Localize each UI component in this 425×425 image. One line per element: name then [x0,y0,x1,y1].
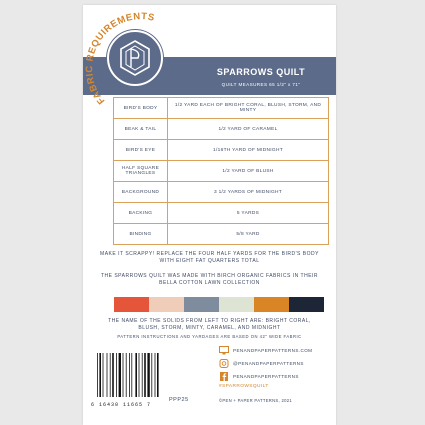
row-value: 1/2 YARD EACH OF BRIGHT CORAL, BLUSH, STORM, AND MINTY [168,98,329,119]
monitor-icon [219,346,229,355]
website-text: PENANDPAPERPATTERNS.COM [233,348,313,353]
website-line[interactable] [219,346,312,355]
fabric-note: THE SPARROWS QUILT WAS MADE WITH BIRCH ORGANIC FABRICS IN THEIR BELLA COTTON LAWN COLLECTION [100,273,319,286]
swatch-caramel [254,297,289,312]
scrappy-note: MAKE IT SCRAPPY! REPLACE THE FOUR HALF YARDS FOR THE BIRD'S BODY WITH EIGHT FAT QUARTERS TOTAL [100,251,319,264]
swatch-storm [184,297,219,312]
copyright: ©PEN + PAPER PATTERNS, 2021 [219,398,292,403]
facebook-text: PENANDPAPERPATTERNS [233,374,299,379]
svg-text:FABRIC REQUIREMENTS: FABRIC REQUIREMENTS [84,11,156,107]
table-row [114,161,329,182]
quilt-title: SPARROWS QUILT [216,67,306,77]
facebook-icon [219,372,229,381]
swatch-blush [149,297,184,312]
pattern-back-cover [83,5,336,425]
row-value: 1/2 YARD OF CARAMEL [168,119,329,140]
solids-note: THE NAME OF THE SOLIDS FROM LEFT TO RIGHT ARE: BRIGHT CORAL, BLUSH, STORM, MINTY, CARAMEL, AND MIDNIGHT [108,318,311,331]
table-row [114,224,329,245]
row-label: BIRD'S EYE [114,140,168,161]
quilt-measurement: QUILT MEASURES 65 1/2" x 71" [221,82,301,87]
product-code: PPP25 [169,397,189,403]
brand-logo [107,30,163,86]
fabric-requirements-table [113,97,329,245]
row-label: HALF SQUARE TRIANGLES [114,161,168,182]
instagram-line[interactable] [219,359,304,368]
table-row [114,182,329,203]
barcode-number: 6 16430 11665 7 [91,402,152,408]
row-label: BACKGROUND [114,182,168,203]
row-label: BINDING [114,224,168,245]
swatch-midnight [289,297,324,312]
row-label: BACKING [114,203,168,224]
color-swatches [114,297,324,312]
yardage-note: PATTERN INSTRUCTIONS AND YARDAGES ARE BASED ON 42" WIDE FABRIC [117,334,302,339]
swatch-bright-coral [114,297,149,312]
row-label: BIRD'S BODY [114,98,168,119]
row-value: 5/8 YARD [168,224,329,245]
table-row [114,140,329,161]
barcode [95,353,163,408]
row-label: BEAK & TAIL [114,119,168,140]
row-value: 1/16TH YARD OF MIDNIGHT [168,140,329,161]
instagram-icon [219,359,229,368]
row-value: 1/2 YARD OF BLUSH [168,161,329,182]
table-row [114,203,329,224]
hashtag[interactable]: #SPARROWSQUILT [219,384,269,389]
instagram-text: @PENANDPAPERPATTERNS [233,361,304,366]
table-row [114,98,329,119]
row-value: 5 YARDS [168,203,329,224]
table-row [114,119,329,140]
row-value: 3 1/2 YARDS OF MIDNIGHT [168,182,329,203]
swatch-minty [219,297,254,312]
facebook-line[interactable] [219,372,299,381]
